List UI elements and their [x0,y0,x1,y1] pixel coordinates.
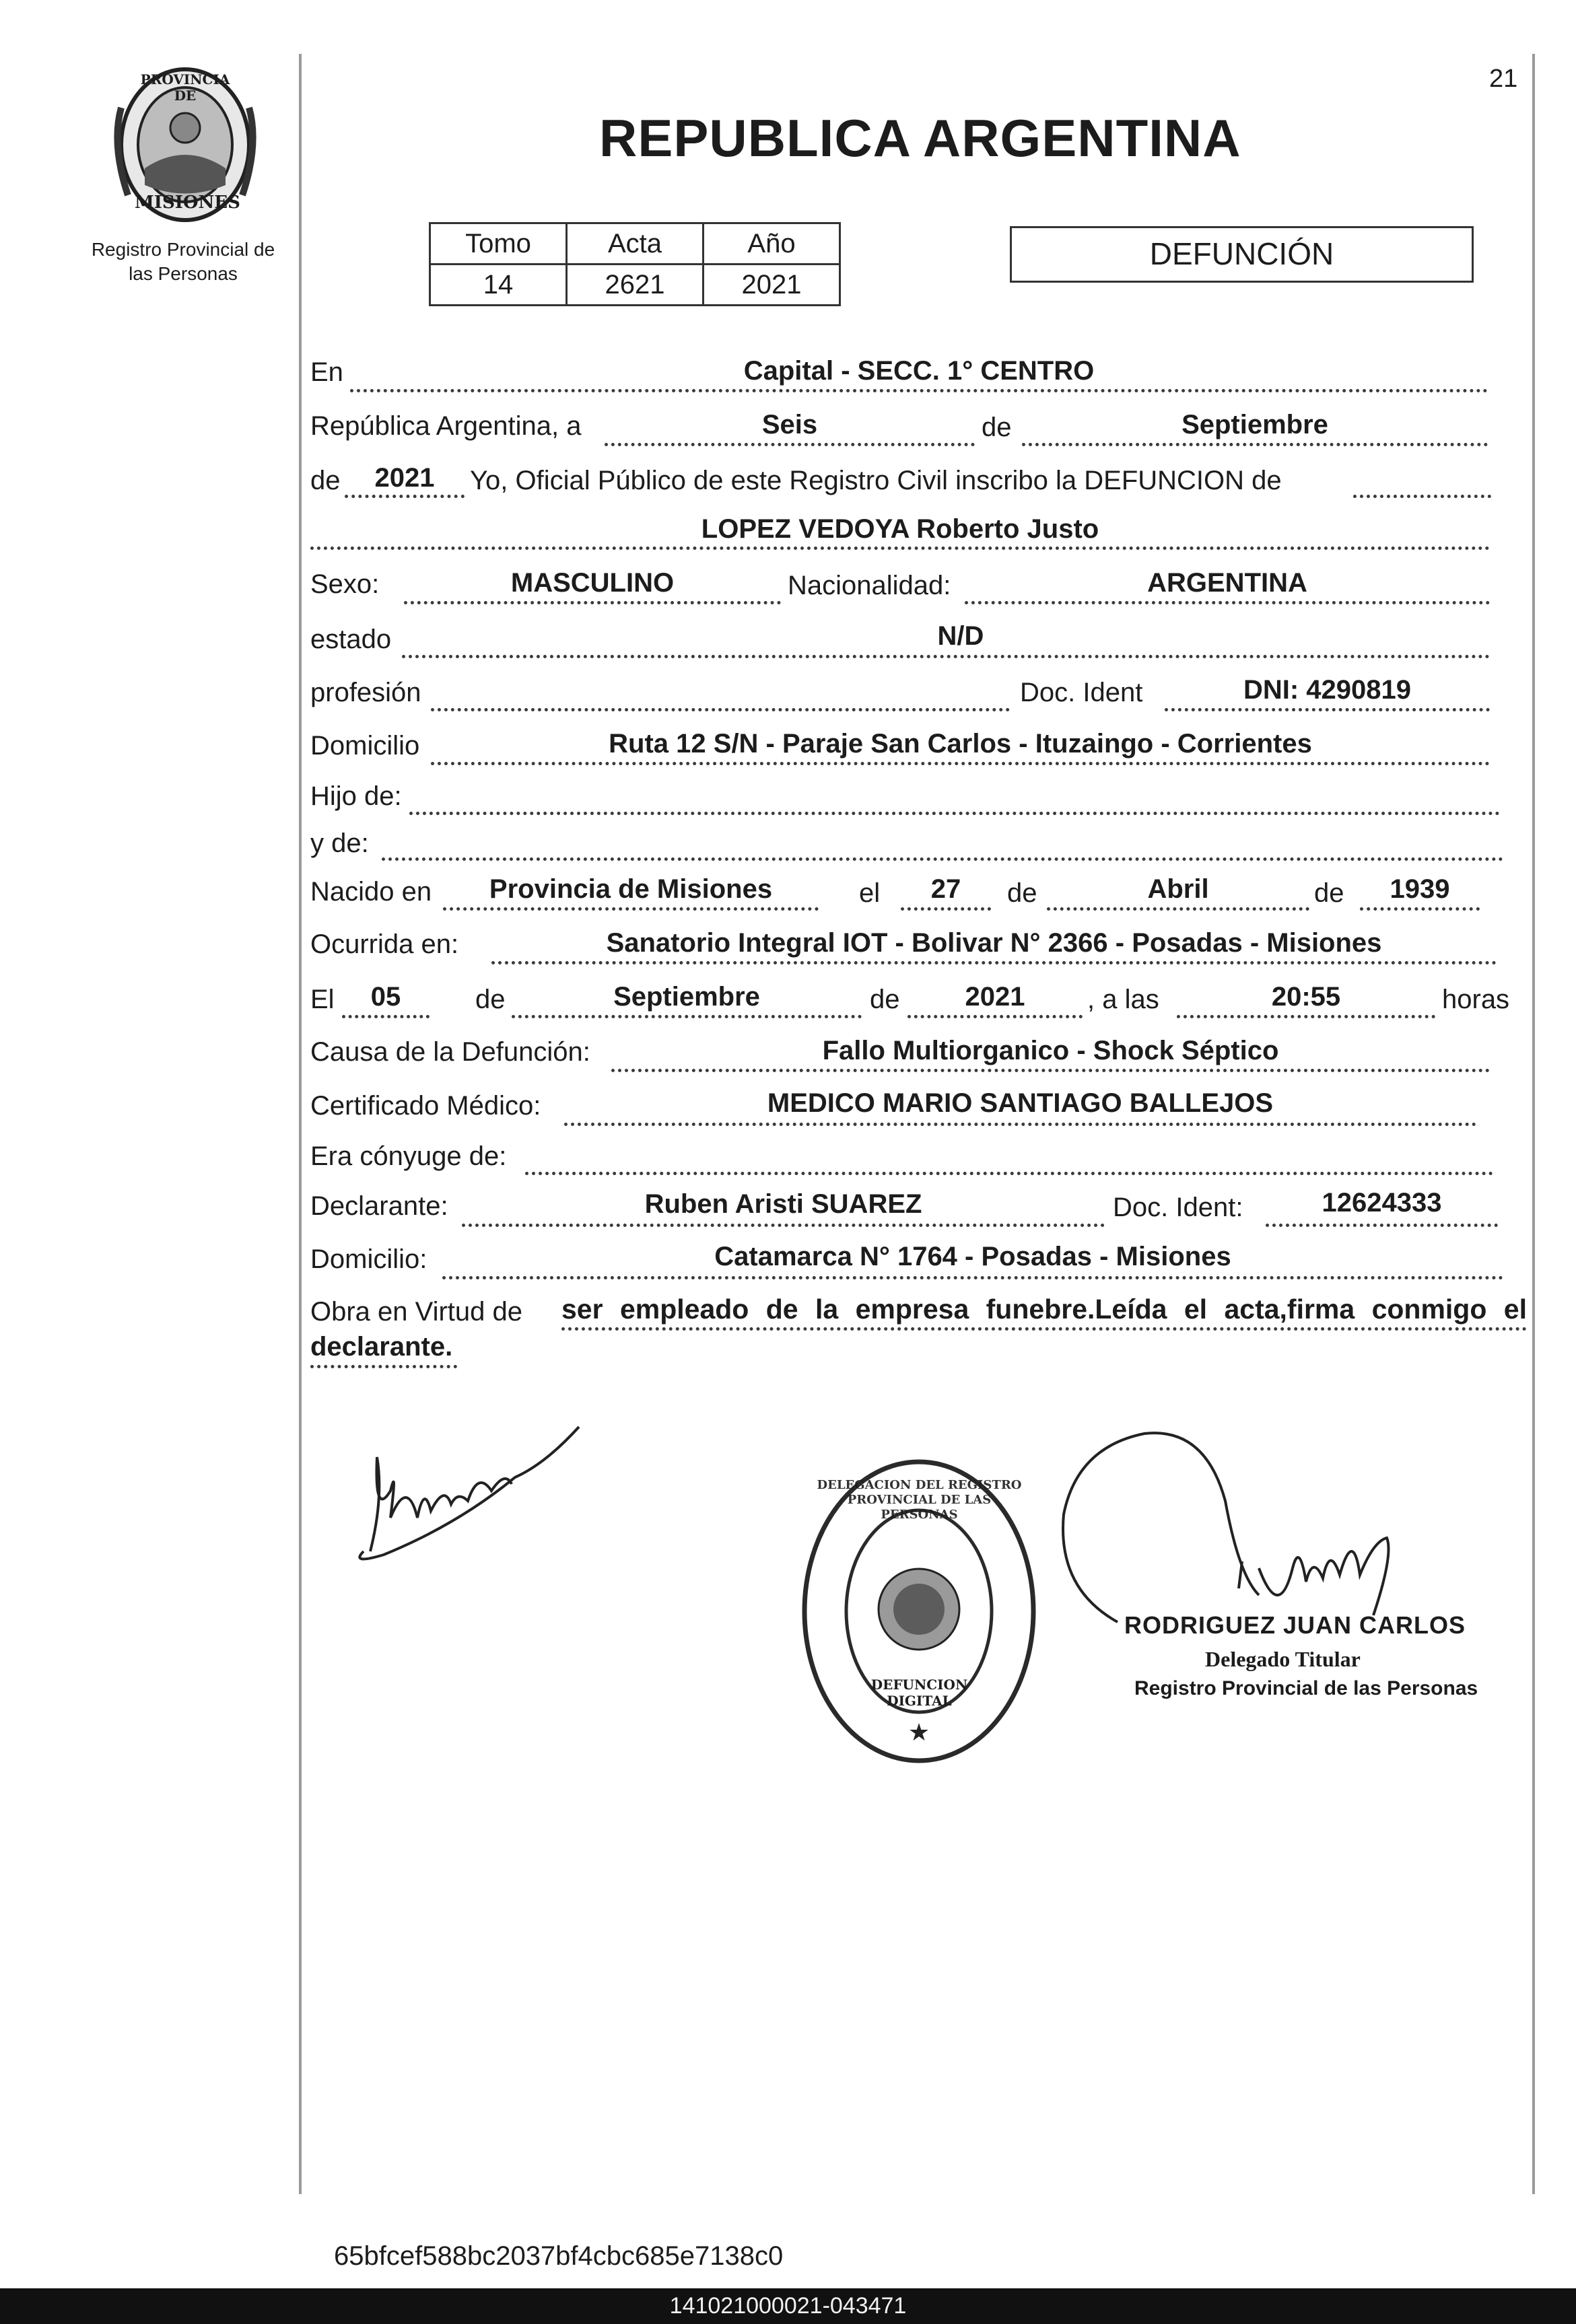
left-margin-line [299,54,302,2194]
header-acta: Acta [567,223,704,265]
name-dotted-line [310,547,1490,550]
ocurrida-dotted-line [491,961,1497,964]
document-title: REPUBLICA ARGENTINA [599,108,1241,168]
en-value: Capital - SECC. 1° CENTRO [743,356,1095,386]
death-time: 20:55 [1271,982,1341,1012]
sexo-value: MASCULINO [510,568,675,598]
year-dotted-line [345,495,465,498]
birth-month-dotted-line [1047,907,1309,911]
birth-year: 1939 [1390,874,1450,904]
alas-label: , a las [1087,985,1159,1014]
en-dotted-line [350,389,1488,392]
footer-code-bar: 141021000021-043471 [0,2288,1576,2324]
death-month: Septiembre [613,982,760,1012]
estado-label: estado [310,625,392,654]
value-acta: 2621 [567,265,704,306]
ocurrida-label: Ocurrida en: [310,929,459,959]
declarante-doc-label: Doc. Ident: [1113,1193,1243,1222]
estado-dotted-line [402,655,1490,658]
conyuge-label: Era cónyuge de: [310,1141,507,1171]
en-label: En [310,357,343,387]
nacido-value: Provincia de Misiones [489,874,773,904]
doc-ident-dotted-line [1165,708,1490,711]
rep-label: República Argentina, a [310,411,582,441]
el-label: el [859,878,881,908]
year-prefix-label: de [310,466,341,495]
birth-de-label-2: de [1314,878,1344,908]
logo-caption-line1: Registro Provincial de [91,239,275,260]
declarante-label: Declarante: [310,1191,448,1221]
domicilio2-dotted-line [442,1276,1503,1279]
svg-text:★: ★ [907,1718,930,1746]
obra-value-line1: ser empleado de la empresa funebre.Leída el acta,firma conmigo el [561,1294,1527,1325]
domicilio-label: Domicilio [310,731,420,761]
estado-value: N/D [937,621,984,651]
death-year: 2021 [965,982,1025,1012]
inscribo-text: Yo, Oficial Público de este Registro Civil inscribo la DEFUNCION de [470,466,1282,495]
obra-dotted-line-1 [561,1327,1527,1331]
record-table [429,222,841,306]
right-margin-line [1532,54,1535,2194]
causa-value: Fallo Multiorganico - Shock Séptico [822,1036,1279,1065]
record-table-header-row [430,223,840,265]
document-hash: 65bfcef588bc2037bf4cbc685e7138c0 [334,2241,784,2271]
header-anio: Año [704,223,840,265]
birth-month: Abril [1147,874,1209,904]
month-value: Septiembre [1181,410,1328,439]
sexo-label: Sexo: [310,569,380,599]
domicilio-value: Ruta 12 S/N - Paraje San Carlos - Ituzaingo - Corrientes [609,729,1312,759]
certificado-value: MEDICO MARIO SANTIAGO BALLEJOS [767,1088,1274,1118]
birth-day: 27 [930,874,961,904]
death-de-label-1: de [475,985,506,1014]
nacido-label: Nacido en [310,877,432,907]
record-type-box: DEFUNCIÓN [1010,226,1474,283]
birth-day-dotted-line [901,907,991,911]
doc-ident-label: Doc. Ident [1020,678,1143,707]
logo-caption-line2: las Personas [129,263,238,284]
ocurrida-value: Sanatorio Integral IOT - Bolivar N° 2366 - Posadas - Misiones [606,928,1382,958]
birth-year-dotted-line [1360,907,1480,911]
seal-top-text: PROVINCIA DE [140,71,230,104]
day-dotted-line [605,443,975,446]
conyuge-dotted-line [525,1172,1493,1175]
yde-label: y de: [310,829,369,858]
obra-dotted-line-2 [310,1365,457,1368]
official-signature [1057,1420,1461,1635]
misiones-seal-logo [108,67,263,222]
header-tomo: Tomo [430,223,567,265]
declarant-signature [343,1417,586,1572]
record-table-value-row [430,265,840,306]
de-label: de [982,413,1012,442]
declarante-doc-dotted-line [1266,1224,1498,1227]
nacido-dotted-line [443,907,819,911]
profesion-dotted-line [431,708,1010,711]
birth-de-label-1: de [1007,878,1037,908]
causa-label: Causa de la Defunción: [310,1037,590,1067]
yde-dotted-line [382,857,1503,861]
inscribo-dotted-line [1353,495,1491,498]
death-month-dotted-line [512,1015,862,1018]
sexo-dotted-line [404,601,781,604]
year-value: 2021 [374,463,435,493]
death-day-dotted-line [342,1015,430,1018]
official-name: RODRIGUEZ JUAN CARLOS [1124,1611,1466,1639]
official-stamp [800,1458,1039,1764]
page-number: 21 [1489,65,1518,93]
hijo-label: Hijo de: [310,781,402,811]
nacionalidad-dotted-line [965,601,1490,604]
official-office: Registro Provincial de las Personas [1134,1677,1478,1699]
death-de-label-2: de [870,985,900,1014]
death-time-dotted-line [1177,1015,1435,1018]
deceased-name: LOPEZ VEDOYA Roberto Justo [701,514,1099,544]
logo-caption [82,238,284,286]
day-value: Seis [761,410,818,439]
seal-bottom-text: MISIONES [135,192,240,213]
profesion-label: profesión [310,678,421,707]
El-label: El [310,985,335,1014]
death-year-dotted-line [907,1015,1083,1018]
declarante-dotted-line [462,1224,1105,1227]
value-anio: 2021 [704,265,840,306]
value-tomo: 14 [430,265,567,306]
horas-label: horas [1442,985,1510,1014]
domicilio-dotted-line [431,762,1490,765]
death-day: 05 [370,982,401,1012]
causa-dotted-line [611,1069,1490,1072]
hijo-dotted-line [409,812,1500,815]
official-role: Delegado Titular [1205,1647,1361,1671]
declarante-value: Ruben Aristi SUAREZ [644,1189,922,1219]
obra-label: Obra en Virtud de [310,1297,523,1327]
stamp-ring-text: DELEGACION DEL REGISTRO PROVINCIAL DE LAS PERSONAS [817,1478,1022,1522]
month-dotted-line [1022,443,1488,446]
nacionalidad-value: ARGENTINA [1147,568,1307,598]
declarante-doc-value: 12624333 [1322,1188,1442,1218]
stamp-inner-text: DEFUNCION DIGITAL [870,1677,968,1709]
nacionalidad-label: Nacionalidad: [788,571,951,600]
obra-value-line2: declarante. [310,1332,453,1362]
doc-ident-value: DNI: 4290819 [1243,675,1412,705]
domicilio2-label: Domicilio: [310,1244,427,1274]
certificado-label: Certificado Médico: [310,1091,541,1121]
certificado-dotted-line [564,1123,1476,1126]
domicilio2-value: Catamarca N° 1764 - Posadas - Misiones [714,1242,1231,1271]
